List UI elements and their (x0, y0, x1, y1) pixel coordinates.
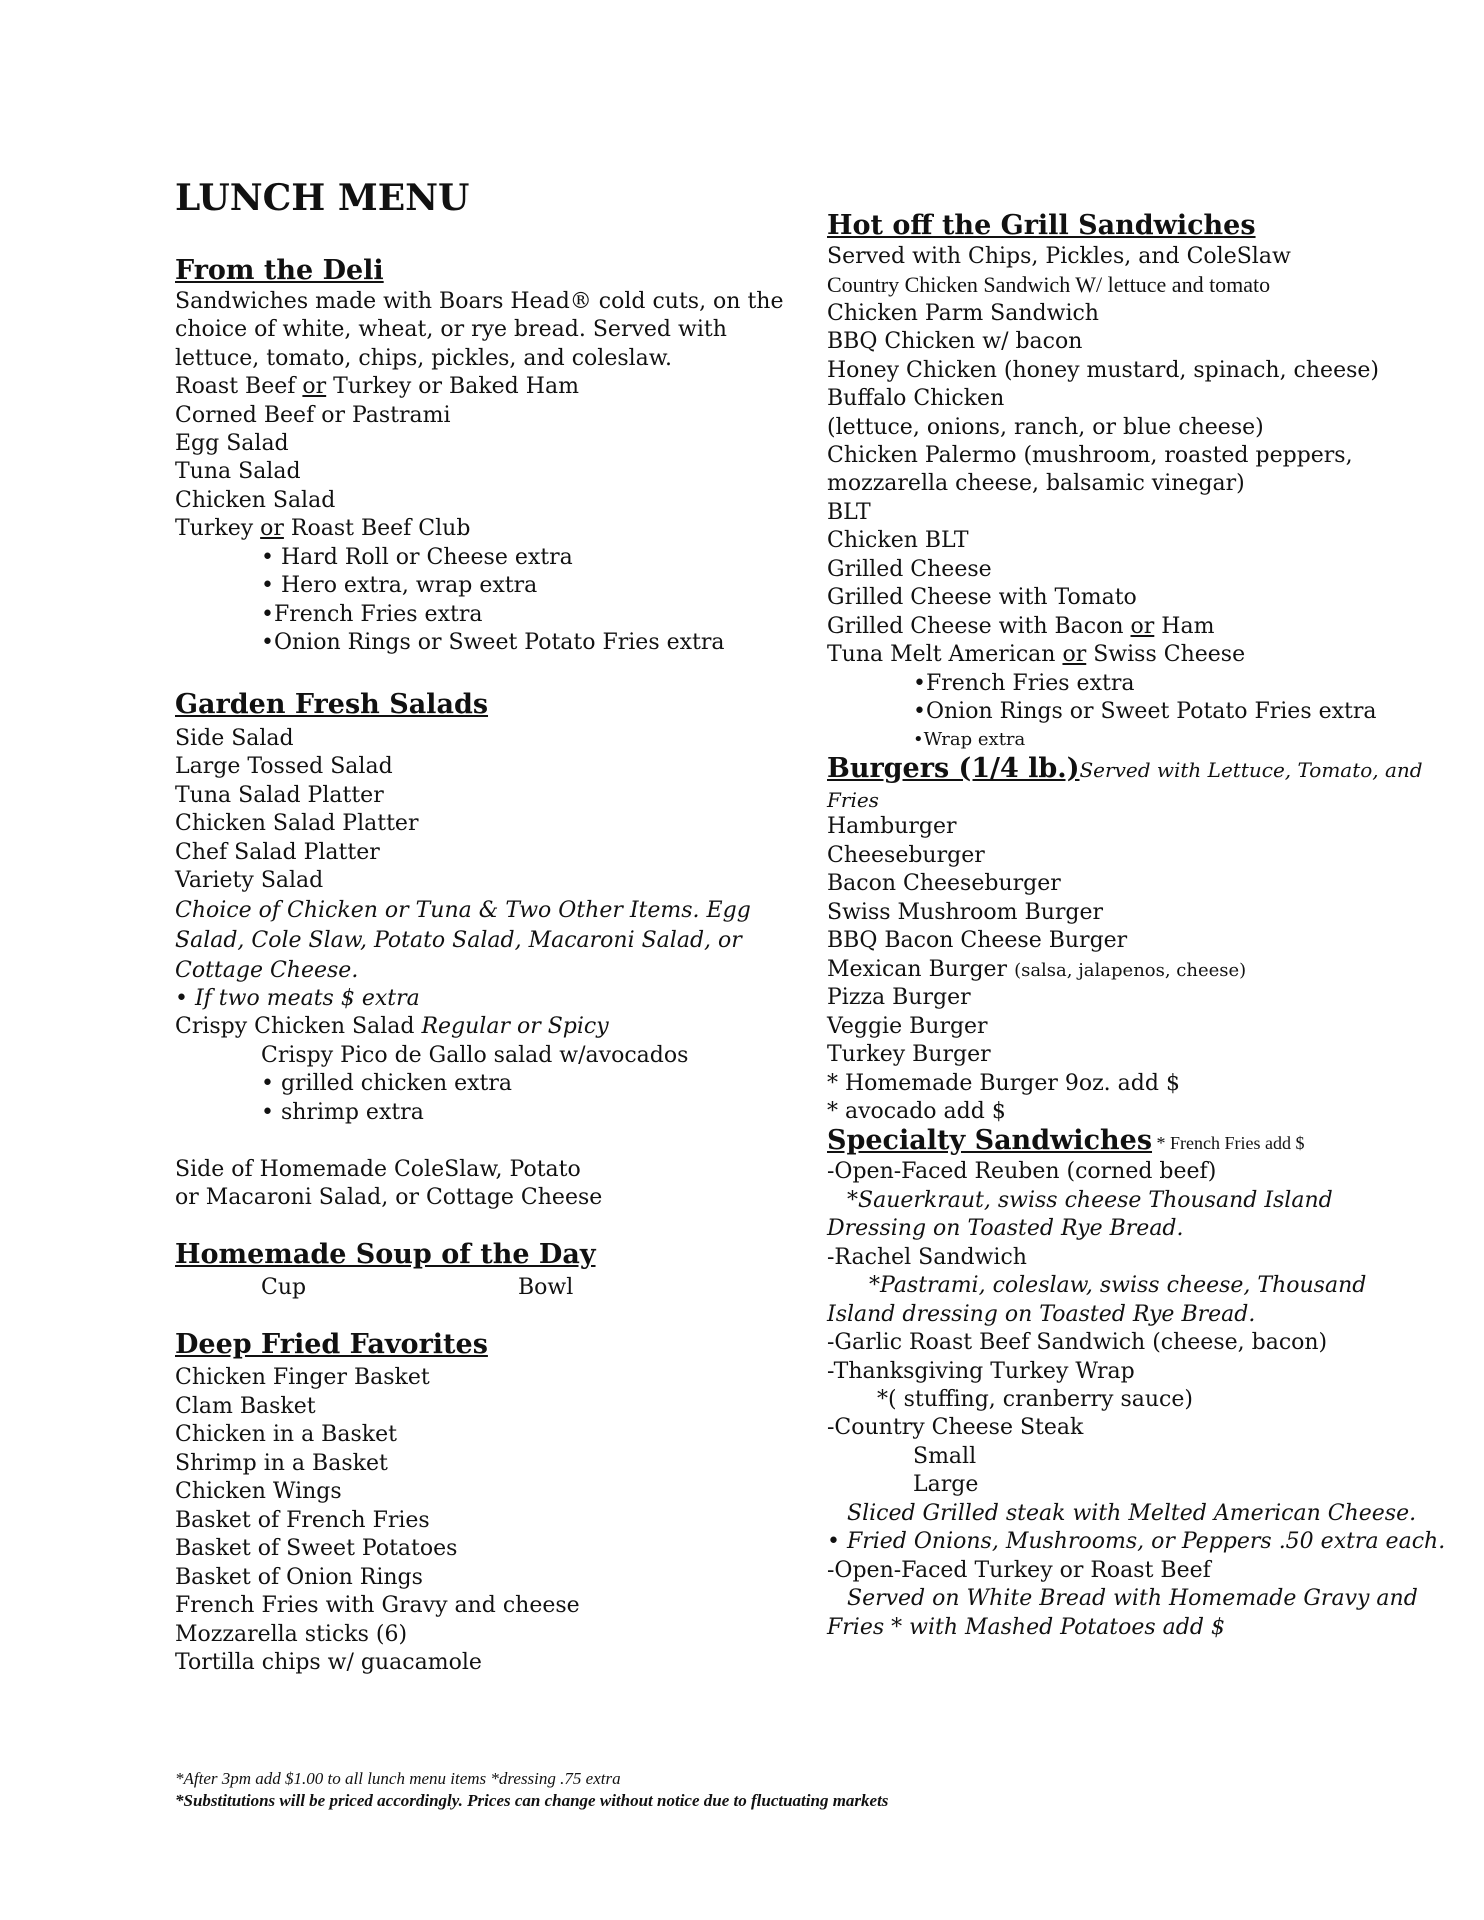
menu-item: Chicken Palermo (mushroom, roasted peppers, (827, 443, 1353, 468)
extra-option: • shrimp extra (261, 1100, 424, 1125)
extra-option: • Hard Roll or Cheese extra (261, 545, 573, 570)
menu-item: -Open-Faced Turkey or Roast Beef (827, 1558, 1211, 1583)
menu-item: Veggie Burger (827, 1014, 988, 1039)
menu-item: BBQ Bacon Cheese Burger (827, 928, 1128, 953)
menu-item: Basket of Sweet Potatoes (175, 1536, 458, 1561)
deli-desc: lettuce, tomato, chips, pickles, and coleslaw. (175, 346, 672, 371)
grill-served: Served with Chips, Pickles, and ColeSlaw (827, 244, 1291, 269)
menu-item: Buffalo Chicken (827, 386, 1005, 411)
extra-option: •French Fries extra (913, 671, 1135, 696)
soup-cup: Cup (261, 1275, 307, 1300)
menu-item: Variety Salad (175, 868, 324, 893)
menu-item: Tuna Salad Platter (175, 783, 384, 808)
menu-item: Honey Chicken (honey mustard, spinach, cheese) (827, 358, 1379, 383)
menu-item: Chicken Finger Basket (175, 1365, 430, 1390)
menu-item: -Open-Faced Reuben (corned beef) (827, 1159, 1217, 1184)
menu-item: BBQ Chicken w/ bacon (827, 329, 1083, 354)
extra-option: • grilled chicken extra (261, 1071, 513, 1096)
extra-option: •Wrap extra (913, 729, 1026, 750)
soup-heading: Homemade Soup of the Day (175, 1239, 596, 1270)
item-description: *( stuffing, cranberry sauce) (877, 1387, 1193, 1412)
item-description: Fries * with Mashed Potatoes add $ (827, 1615, 1225, 1640)
salad-note: Cottage Cheese. (175, 958, 359, 983)
menu-item: Corned Beef or Pastrami (175, 403, 451, 428)
menu-item: French Fries with Gravy and cheese (175, 1593, 580, 1618)
menu-item: Chicken Wings (175, 1479, 342, 1504)
menu-item: Side of Homemade ColeSlaw, Potato (175, 1157, 581, 1182)
salads-heading: Garden Fresh Salads (175, 689, 489, 720)
footer-note: *Substitutions will be priced accordingly. Prices can change without notice due to fluctuating markets (175, 1791, 889, 1810)
burgers-note: Fries (827, 788, 879, 812)
menu-item: Grilled Cheese with Tomato (827, 585, 1137, 610)
menu-item: -Garlic Roast Beef Sandwich (cheese, bacon) (827, 1330, 1328, 1355)
salad-note: Choice of Chicken or Tuna & Two Other Items. Egg (175, 898, 751, 923)
menu-item: (lettuce, onions, ranch, or blue cheese) (827, 415, 1264, 440)
specialty-header: Specialty Sandwiches * French Fries add $ (827, 1125, 1305, 1156)
item-description: *Sauerkraut, swiss cheese Thousand Island (847, 1188, 1333, 1213)
menu-item: Crispy Chicken Salad Regular or Spicy (175, 1014, 609, 1039)
menu-item: Tortilla chips w/ guacamole (175, 1650, 482, 1675)
menu-item: mozzarella cheese, balsamic vinegar) (827, 471, 1245, 496)
page-title: LUNCH MENU (175, 177, 470, 219)
menu-item: Tuna Salad (175, 459, 301, 484)
menu-item: or Macaroni Salad, or Cottage Cheese (175, 1185, 603, 1210)
item-description: Served on White Bread with Homemade Gravy and (847, 1586, 1418, 1611)
salad-note: Salad, Cole Slaw, Potato Salad, Macaroni Salad, or (175, 928, 742, 953)
menu-item: Chicken Salad Platter (175, 811, 419, 836)
menu-item: Country Chicken Sandwich W/ lettuce and tomato (827, 272, 1271, 297)
deli-desc: choice of white, wheat, or rye bread. Served with (175, 317, 727, 342)
salad-note: • If two meats $ extra (175, 986, 420, 1011)
menu-item: Swiss Mushroom Burger (827, 900, 1103, 925)
item-description: • Fried Onions, Mushrooms, or Peppers .50 extra each. (827, 1529, 1446, 1554)
menu-item: Pizza Burger (827, 985, 971, 1010)
menu-item: Shrimp in a Basket (175, 1451, 388, 1476)
menu-item: Chef Salad Platter (175, 840, 380, 865)
menu-item: Chicken Salad (175, 488, 336, 513)
menu-item: Basket of French Fries (175, 1508, 430, 1533)
menu-item: -Country Cheese Steak (827, 1415, 1084, 1440)
menu-item: -Rachel Sandwich (827, 1245, 1027, 1270)
menu-item: Mexican Burger (salsa, jalapenos, cheese) (827, 957, 1247, 982)
size-option: Large (913, 1472, 979, 1497)
item-description: *Pastrami, coleslaw, swiss cheese, Thousand (869, 1273, 1367, 1298)
burgers-header: Burgers (1/4 lb.)Served with Lettuce, Tomato, and (827, 753, 1423, 784)
extra-option: • Hero extra, wrap extra (261, 573, 538, 598)
menu-item: Large Tossed Salad (175, 754, 393, 779)
menu-item: Egg Salad (175, 431, 289, 456)
footer-note: *After 3pm add $1.00 to all lunch menu items *dressing .75 extra (175, 1769, 621, 1788)
menu-item: Chicken in a Basket (175, 1422, 397, 1447)
menu-item: * Homemade Burger 9oz. add $ (827, 1071, 1180, 1096)
menu-item: -Thanksgiving Turkey Wrap (827, 1359, 1135, 1384)
size-option: Small (913, 1444, 977, 1469)
item-description: Dressing on Toasted Rye Bread. (827, 1216, 1184, 1241)
menu-item: Tuna Melt American or Swiss Cheese (827, 642, 1246, 667)
menu-item: Basket of Onion Rings (175, 1565, 423, 1590)
menu-item: Cheeseburger (827, 843, 985, 868)
menu-item: Mozzarella sticks (6) (175, 1622, 408, 1647)
menu-item: Roast Beef or Turkey or Baked Ham (175, 374, 579, 399)
menu-item: BLT (827, 500, 871, 525)
menu-item: Chicken BLT (827, 528, 969, 553)
menu-item: Clam Basket (175, 1394, 316, 1419)
extra-option: •Onion Rings or Sweet Potato Fries extra (913, 699, 1377, 724)
menu-item: Turkey Burger (827, 1042, 991, 1067)
menu-item: Crispy Pico de Gallo salad w/avocados (261, 1043, 689, 1068)
menu-item: Side Salad (175, 726, 294, 751)
item-description: Island dressing on Toasted Rye Bread. (827, 1302, 1256, 1327)
grill-heading: Hot off the Grill Sandwiches (827, 210, 1256, 241)
menu-item: Grilled Cheese with Bacon or Ham (827, 614, 1215, 639)
item-description: Sliced Grilled steak with Melted American Cheese. (847, 1501, 1417, 1526)
menu-item: Hamburger (827, 814, 957, 839)
menu-item: Chicken Parm Sandwich (827, 301, 1099, 326)
deli-desc: Sandwiches made with Boars Head® cold cuts, on the (175, 289, 784, 314)
extra-option: •Onion Rings or Sweet Potato Fries extra (261, 630, 725, 655)
menu-item: * avocado add $ (827, 1099, 1006, 1124)
fried-heading: Deep Fried Favorites (175, 1329, 488, 1360)
soup-bowl: Bowl (518, 1275, 574, 1300)
extra-option: •French Fries extra (261, 602, 483, 627)
menu-item: Turkey or Roast Beef Club (175, 516, 471, 541)
menu-item: Bacon Cheeseburger (827, 871, 1061, 896)
deli-heading: From the Deli (175, 255, 384, 286)
menu-item: Grilled Cheese (827, 557, 992, 582)
